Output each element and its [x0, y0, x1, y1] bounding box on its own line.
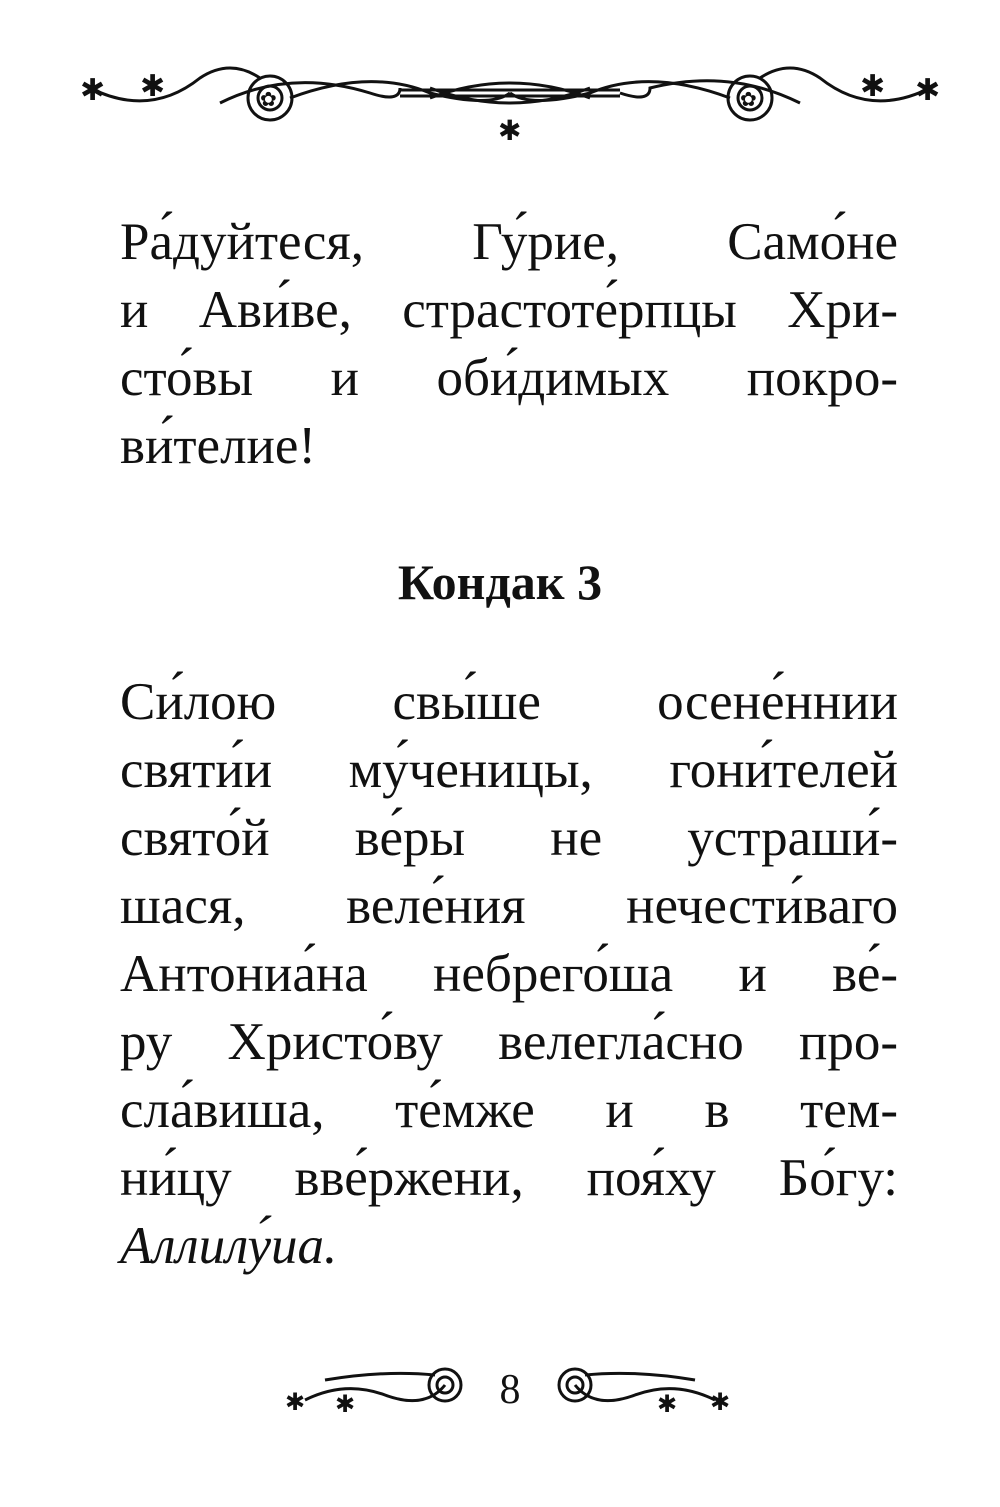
- svg-text:✿: ✿: [260, 87, 277, 111]
- paragraph-2-line: Си́лою свы́ше осене́ннии: [120, 673, 898, 731]
- paragraph-1-line: ви́телие!: [120, 417, 317, 475]
- closing-alleluia: Аллилу́иа.: [120, 1217, 338, 1275]
- svg-text:✱: ✱: [140, 69, 166, 104]
- svg-text:✿: ✿: [740, 87, 757, 111]
- top-ornament: [70, 48, 950, 148]
- svg-text:✱: ✱: [80, 73, 106, 108]
- svg-text:✱: ✱: [860, 69, 886, 104]
- paragraph-1-line: Ра́дуйтеся, Гу́рие, Само́не: [120, 213, 898, 271]
- paragraph-2-line: Антониа́на небрего́ша и ве́-: [120, 945, 898, 1003]
- paragraph-2-line: ни́цу вве́ржени, поя́ху Бо́гу:: [120, 1149, 898, 1207]
- paragraph-2-line: святи́и му́ченицы, гони́телей: [120, 741, 898, 799]
- svg-text:✱: ✱: [657, 1390, 678, 1418]
- svg-text:✱: ✱: [498, 114, 522, 147]
- page-number: 8: [499, 1367, 521, 1413]
- paragraph-2-line: ру Христо́ву велегла́сно про-: [120, 1013, 898, 1071]
- paragraph-2-line: шася, веле́ния нечести́ваго: [120, 877, 898, 935]
- svg-text:✱: ✱: [335, 1390, 356, 1418]
- svg-text:✱: ✱: [710, 1388, 731, 1416]
- paragraph-1-line: сто́вы и оби́димых покро-: [120, 349, 898, 407]
- svg-text:✱: ✱: [285, 1388, 306, 1416]
- heading-kondak: Кондак 3: [397, 554, 603, 610]
- svg-text:✱: ✱: [915, 73, 941, 108]
- paragraph-2-line: сла́виша, те́мже и в тем-: [120, 1081, 898, 1139]
- paragraph-1: [120, 208, 898, 480]
- paragraph-2-line: свято́й ве́ры не устраши́-: [120, 809, 898, 867]
- paragraph-2: [120, 668, 898, 1280]
- paragraph-1-line: и Ави́ве, страстоте́рпцы Хри-: [120, 281, 898, 339]
